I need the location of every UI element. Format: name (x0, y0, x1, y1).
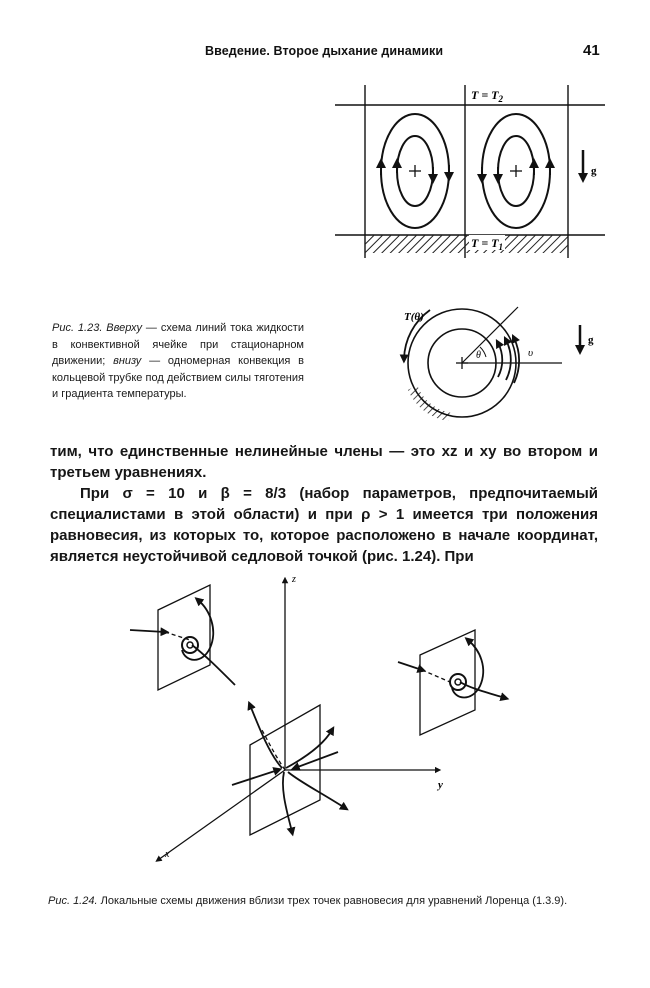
bottom-temperature-label: $T = T_1$ (471, 236, 503, 252)
gravity-label: g (591, 165, 597, 177)
heated-bottom-hatch (365, 235, 568, 253)
x-axis-label: x (165, 849, 170, 860)
gravity-label-2: g (588, 334, 594, 346)
paragraph-2: При σ = 10 и β = 8/3 (набор параметров, предпочитаемый специалистами в этой области) и при ρ > 1 имеется три положения равновесия, из которых то, которое расположено в начале координат, является неустойчивой седловой точкой (рис. 1.24). При (50, 485, 598, 565)
y-axis-label: y (438, 779, 443, 791)
running-head: Введение. Второе дыхание динамики (205, 44, 444, 58)
page-number: 41 (583, 42, 600, 59)
x-axis (158, 770, 285, 860)
figure-1-23-caption: Рис. 1.23. Вверху — схема линий тока жидкости в конвективной ячейке при стационарном движении; внизу — одномерная конвекция в кольцевой трубке под действием силы тяготения и градиента температуры. (52, 322, 305, 400)
paragraph-1: тим, что единственные нелинейные члены — это xz и xy во втором и третьем уравнениях. (50, 443, 598, 481)
ring-temperature-label: T(θ) (404, 311, 424, 323)
ring-tube-diagram (390, 295, 610, 430)
velocity-label: υ (528, 347, 534, 359)
lorenz-equilibria-diagram (110, 570, 530, 870)
angle-label: θ (476, 350, 481, 361)
figure-1-24-caption: Рис. 1.24. Локальные схемы движения вблизи трех точек равновесия для уравнений Лоренца (1.3.9). (48, 895, 568, 907)
top-temperature-label: $T = T_2$ (471, 88, 503, 104)
convection-cells-diagram (330, 75, 610, 270)
z-axis-label: z (292, 574, 296, 585)
left-equilibrium-plane (158, 585, 210, 690)
